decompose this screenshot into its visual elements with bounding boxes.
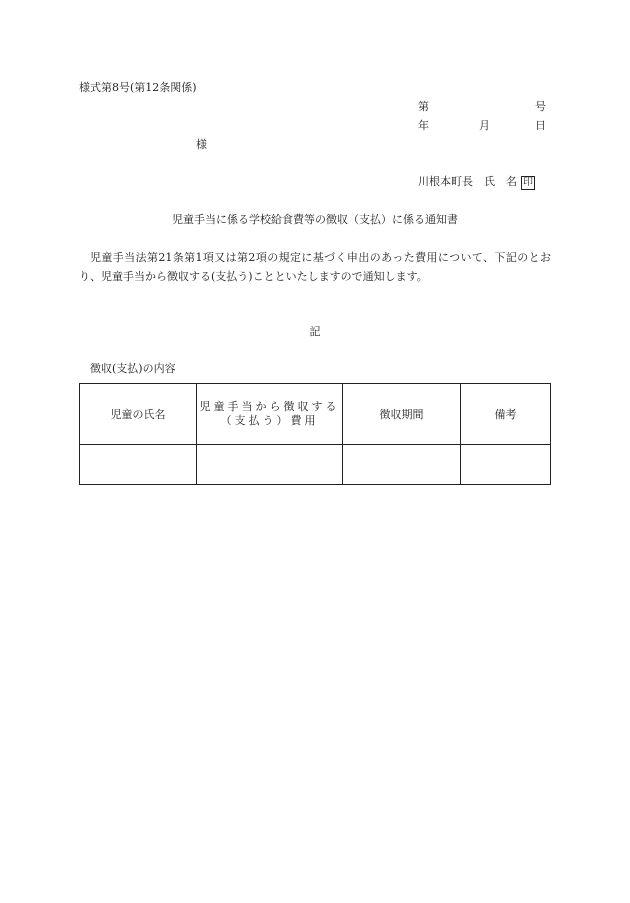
number-suffix: 号	[535, 100, 546, 113]
issuer	[418, 176, 535, 190]
table-row	[80, 445, 551, 485]
date-year: 年	[418, 119, 429, 132]
document-title: 児童手当に係る学校給食費等の徴収（支払）に係る通知書	[172, 213, 458, 226]
date-day: 日	[535, 119, 546, 132]
header-remarks: 備考	[461, 384, 551, 445]
number-prefix: 第	[418, 100, 429, 113]
body-text: 児童手当法第21条第1項又は第2項の規定に基づく申出のあった費用について、下記のとおり、児童手当から徴収する(支払う)ことといたしますので通知します。	[79, 251, 551, 283]
detail-table	[79, 383, 551, 485]
section-label: 徴収(支払)の内容	[90, 362, 176, 375]
header-child-name: 児童の氏名	[80, 384, 197, 445]
addressee: 様	[196, 138, 207, 151]
cell-child-name	[80, 445, 197, 485]
table-header-row	[80, 384, 551, 445]
header-fee: 児童手当から徴収する（支払う）費用	[197, 384, 343, 445]
seal-mark: 印	[523, 177, 533, 188]
header-period: 徴収期間	[343, 384, 461, 445]
cell-period	[343, 445, 461, 485]
cell-fee	[197, 445, 343, 485]
form-label: 様式第8号(第12条関係)	[79, 81, 197, 94]
ki-heading: 記	[309, 325, 321, 338]
cell-remarks	[461, 445, 551, 485]
date-month: 月	[479, 119, 490, 132]
issuer-name: 川根本町長 氏 名	[418, 175, 517, 188]
